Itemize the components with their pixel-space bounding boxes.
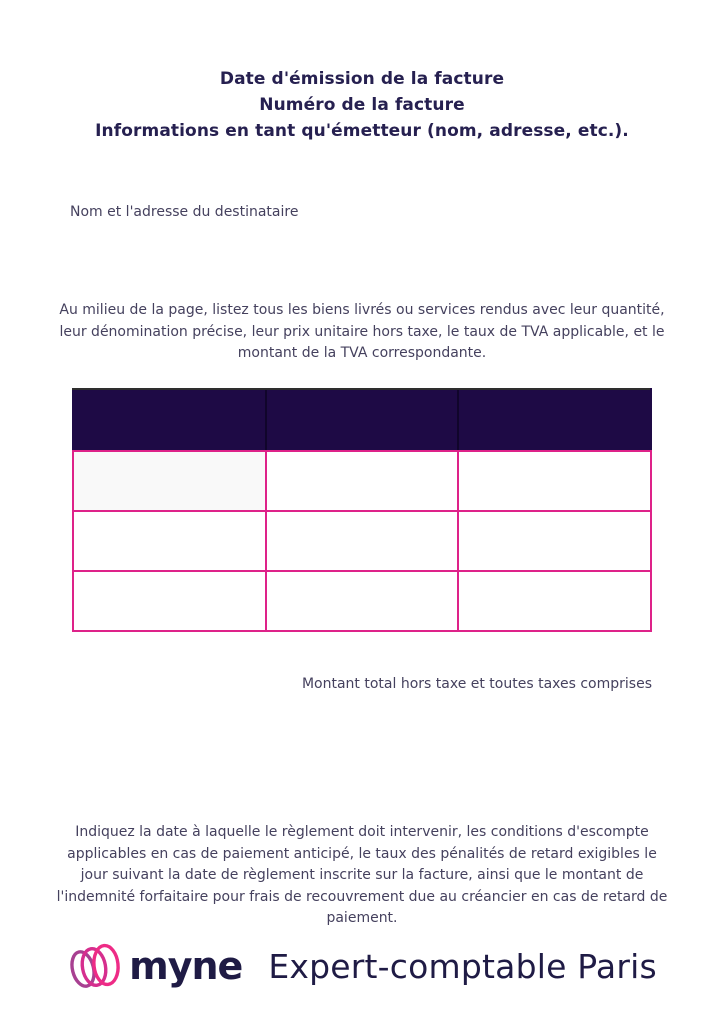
invoice-table-header xyxy=(73,389,651,451)
header-line-invoice-number: Numéro de la facture xyxy=(259,95,465,115)
table-cell xyxy=(73,451,266,511)
table-cell xyxy=(266,451,459,511)
recipient-address-label: Nom et l'adresse du destinataire xyxy=(70,204,299,220)
table-header-row xyxy=(73,389,651,451)
header-instructions xyxy=(0,66,724,144)
myne-logo-icon xyxy=(67,938,125,994)
table-cell xyxy=(458,451,651,511)
table-cell xyxy=(266,511,459,571)
invoice-table-body xyxy=(73,451,651,631)
table-cell xyxy=(458,571,651,631)
table-cell xyxy=(73,511,266,571)
items-instruction-paragraph: Au milieu de la page, listez tous les biens livrés ou services rendus avec leur quantité, leur dénomination précise, leur prix unitaire hors taxe, le taux de TVA applicable, et le montant de la TVA correspondante. xyxy=(59,302,665,361)
total-amount-label: Montant total hors taxe et toutes taxes comprises xyxy=(301,676,652,692)
table-header-cell xyxy=(73,389,266,451)
invoice-items-table xyxy=(72,388,652,632)
table-cell xyxy=(266,571,459,631)
table-header-cell xyxy=(266,389,459,451)
footer-brand xyxy=(0,938,724,994)
brand-name: myne xyxy=(129,944,243,988)
brand-tagline: Expert-comptable Paris xyxy=(268,946,657,986)
table-row xyxy=(73,511,651,571)
payment-terms-paragraph: Indiquez la date à laquelle le règlement doit intervenir, les conditions d'escompte applicables en cas de paiement anticipé, le taux des pénalités de retard exigibles le jour suivant la date de règlement inscrite sur la facture, ainsi que le montant de l'indemnité forfaitaire pour frais de recouvrement due au créancier en cas de retard de paiement. xyxy=(56,824,668,926)
table-cell xyxy=(73,571,266,631)
header-line-issuer-info: Informations en tant qu'émetteur (nom, adresse, etc.). xyxy=(95,121,629,141)
table-header-cell xyxy=(458,389,651,451)
table-cell xyxy=(458,511,651,571)
header-line-issue-date: Date d'émission de la facture xyxy=(219,69,505,89)
table-row xyxy=(73,451,651,511)
table-row xyxy=(73,571,651,631)
